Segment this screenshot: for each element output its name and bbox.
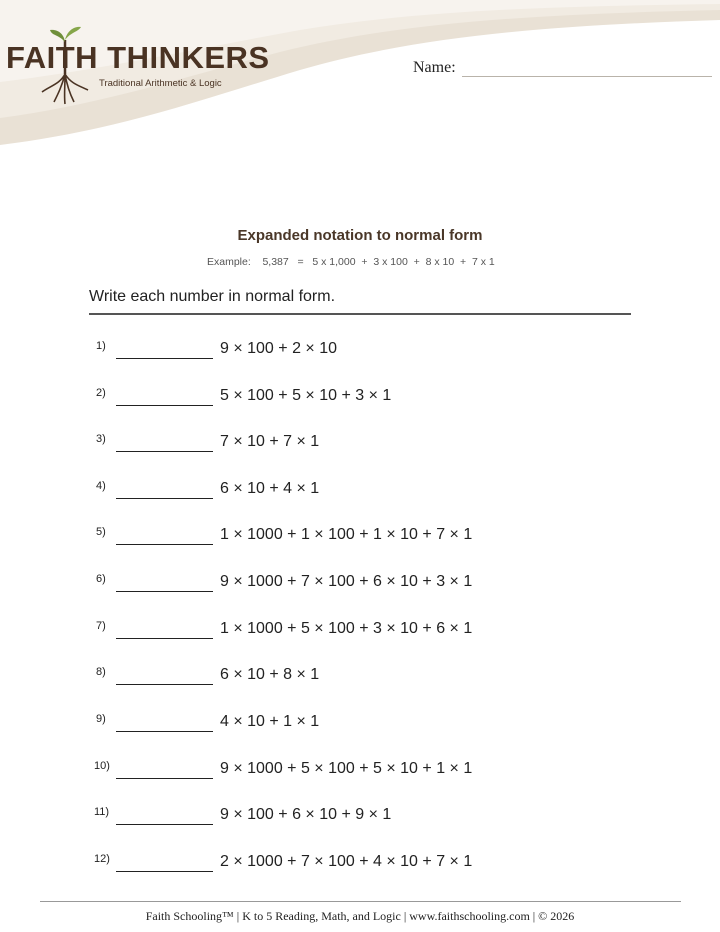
- problem-row: [0, 526, 720, 556]
- problem-row: [0, 806, 720, 836]
- problem-number: 5): [96, 526, 106, 538]
- answer-blank[interactable]: [116, 684, 213, 685]
- problem-number: 10): [94, 760, 110, 772]
- problem-expression: 2 × 1000 + 7 × 100 + 4 × 10 + 7 × 1: [220, 853, 473, 870]
- problem-number: 8): [96, 666, 106, 678]
- problem-expression: 9 × 1000 + 5 × 100 + 5 × 10 + 1 × 1: [220, 760, 473, 777]
- footer-divider: [40, 901, 681, 902]
- instruction-text: Write each number in normal form.: [89, 288, 336, 305]
- problem-number: 2): [96, 387, 106, 399]
- problem-expression: 9 × 100 + 6 × 10 + 9 × 1: [220, 806, 392, 823]
- problem-expression: 9 × 1000 + 7 × 100 + 6 × 10 + 3 × 1: [220, 573, 473, 590]
- problem-expression: 4 × 10 + 1 × 1: [220, 713, 320, 730]
- answer-blank[interactable]: [116, 871, 213, 872]
- problem-row: [0, 853, 720, 883]
- answer-blank[interactable]: [116, 778, 213, 779]
- problem-expression: 7 × 10 + 7 × 1: [220, 433, 320, 450]
- problem-number: 12): [94, 853, 110, 865]
- worksheet-example: Example: 5,387 = 5 x 1,000 + 3 x 100 + 8 x 10 + 7 x 1: [207, 256, 495, 268]
- answer-blank[interactable]: [116, 731, 213, 732]
- answer-blank[interactable]: [116, 544, 213, 545]
- problem-expression: 1 × 1000 + 1 × 100 + 1 × 10 + 7 × 1: [220, 526, 473, 543]
- problem-number: 1): [96, 340, 106, 352]
- answer-blank[interactable]: [116, 824, 213, 825]
- problem-row: [0, 760, 720, 790]
- problem-expression: 6 × 10 + 8 × 1: [220, 666, 320, 683]
- problem-number: 9): [96, 713, 106, 725]
- problem-row: [0, 480, 720, 510]
- problem-row: [0, 387, 720, 417]
- answer-blank[interactable]: [116, 638, 213, 639]
- answer-blank[interactable]: [116, 405, 213, 406]
- answer-blank[interactable]: [116, 591, 213, 592]
- problem-row: [0, 713, 720, 743]
- problem-expression: 6 × 10 + 4 × 1: [220, 480, 320, 497]
- problem-row: [0, 340, 720, 370]
- problem-number: 11): [94, 806, 110, 818]
- problem-number: 4): [96, 480, 106, 492]
- faith-thinkers-logo: [6, 40, 270, 110]
- problem-expression: 1 × 1000 + 5 × 100 + 3 × 10 + 6 × 1: [220, 620, 473, 637]
- problem-row: [0, 666, 720, 696]
- logo-wordmark: FAITH THINKERS: [6, 40, 270, 75]
- tree-roots-icon: [40, 26, 90, 106]
- problem-row: [0, 573, 720, 603]
- answer-blank[interactable]: [116, 498, 213, 499]
- problem-number: 6): [96, 573, 106, 585]
- problem-row: [0, 620, 720, 650]
- logo-tagline: Traditional Arithmetic & Logic: [99, 78, 222, 89]
- problem-expression: 9 × 100 + 2 × 10: [220, 340, 337, 357]
- problem-number: 3): [96, 433, 106, 445]
- worksheet-title: Expanded notation to normal form: [237, 227, 483, 244]
- problem-row: [0, 433, 720, 463]
- answer-blank[interactable]: [116, 451, 213, 452]
- problem-number: 7): [96, 620, 106, 632]
- problem-expression: 5 × 100 + 5 × 10 + 3 × 1: [220, 387, 392, 404]
- name-label: Name:: [413, 59, 456, 76]
- answer-blank[interactable]: [116, 358, 213, 359]
- instruction-divider: [89, 313, 631, 315]
- footer-text: Faith Schooling™ | K to 5 Reading, Math, and Logic | www.faithschooling.com | © 2026: [145, 909, 575, 923]
- name-field-line[interactable]: [462, 76, 712, 77]
